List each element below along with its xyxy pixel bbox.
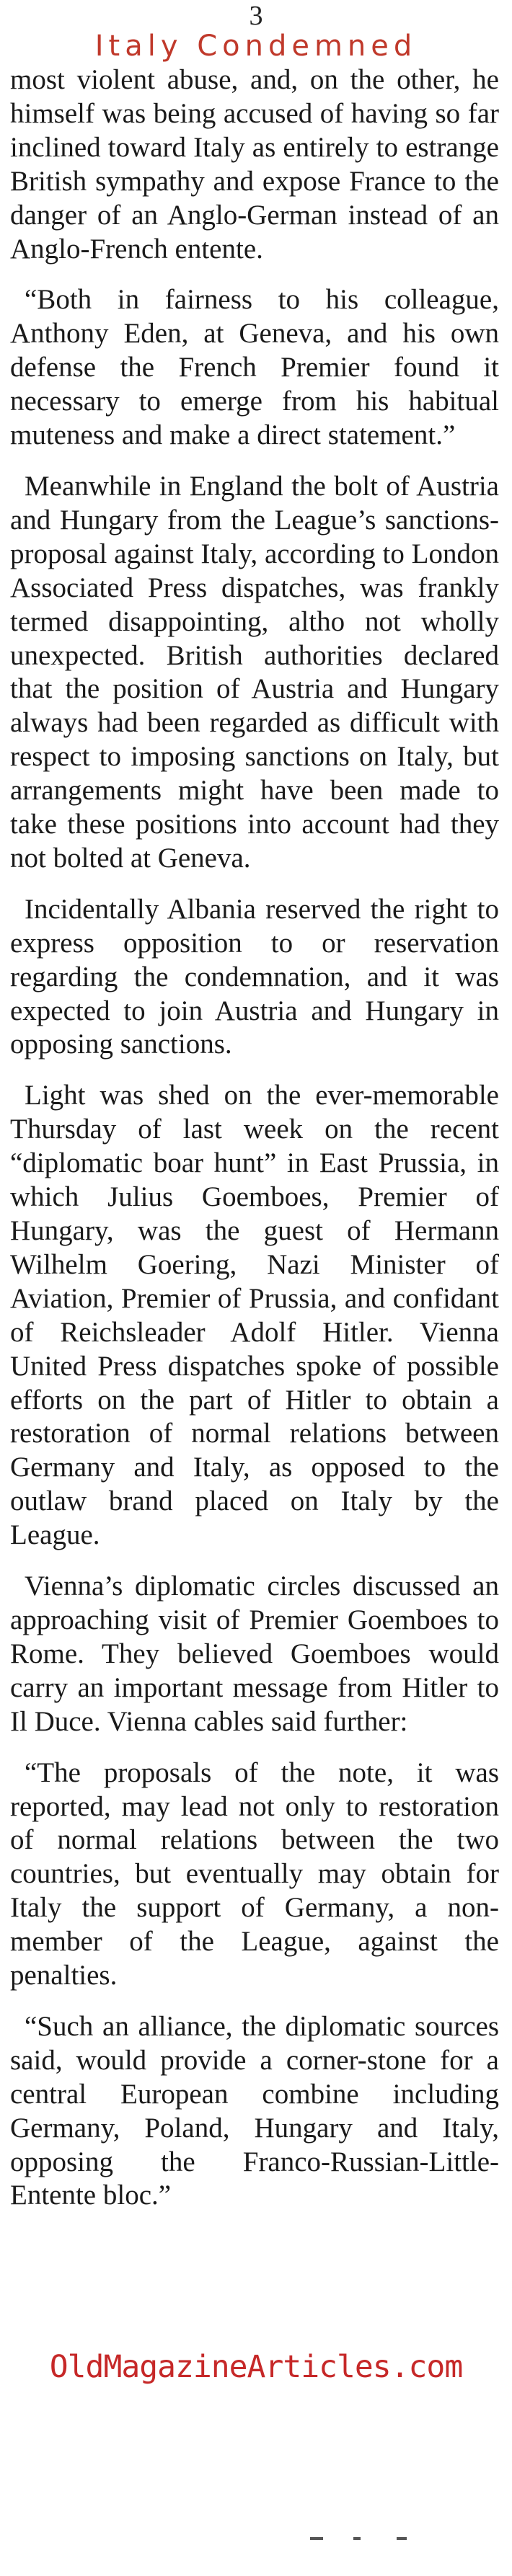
article-paragraph: Light was shed on the ever-memorable Thursday of last week on the recent “diplomatic boar hunt” in East Prussia, in which Julius Goemboes, Premier of Hungary, was the guest of Hermann Wilhelm Goering, Nazi Minister of Aviation, Premier of Prussia, and confidant of Reichsleader Adolf Hitler. Vienna United Press dispatches spoke of possible efforts on the part of Hitler to obtain a restoration of normal relations between Germany and Italy, as opposed to the outlaw brand placed on Italy by the League.: [10, 1080, 499, 1551]
article-body: [0, 63, 512, 2230]
article-paragraph: “Such an alliance, the diplomatic sources said, would provide a corner-stone for a central European combine including Germany, Poland, Hungary and Italy, opposing the Franco-Russian-Little-Entente bloc.”: [10, 2010, 499, 2211]
article-paragraph: most violent abuse, and, on the other, he himself was being accused of having so far inclined toward Italy as entirely to estrange British sympathy and expose France to the danger of an Anglo-German instead of an Anglo-French entente.: [10, 64, 499, 265]
article-paragraph: “Both in fairness to his colleague, Anthony Eden, at Geneva, and his own defense the French Premier found it necessary to emerge from his habitual muteness and make a direct statement.”: [10, 284, 499, 451]
article-title: Italy Condemned: [94, 30, 418, 63]
scan-artifact: [310, 2537, 411, 2543]
page-number: 3: [249, 1, 263, 31]
article-paragraph: “The proposals of the note, it was reported, may lead not only to restoration of normal relations between the two countries, but eventually may obtain for Italy the support of Germany, a non-member of the League, against the penalties.: [10, 1756, 499, 1991]
site-watermark[interactable]: OldMagazineArticles.com: [49, 2349, 463, 2385]
article-paragraph: Meanwhile in England the bolt of Austria and Hungary from the League’s sanctions-proposal against Italy, according to London Associated Press dispatches, was frankly termed disappointing, altho not wholly unexpected. British authorities declared that the position of Austria and Hungary always had been regarded as difficult with respect to imposing sanctions on Italy, but arrangements might have been made to take these positions into account had they not bolted at Geneva.: [10, 470, 499, 874]
article-paragraph: Incidentally Albania reserved the right to express opposition to or reservation regarding the condemnation, and it was expected to join Austria and Hungary in opposing sanctions.: [10, 893, 499, 1060]
article-paragraph: Vienna’s diplomatic circles discussed an approaching visit of Premier Goemboes to Rome. They believed Goemboes would carry an important message from Hitler to Il Duce. Vienna cables said further:: [10, 1571, 499, 1737]
